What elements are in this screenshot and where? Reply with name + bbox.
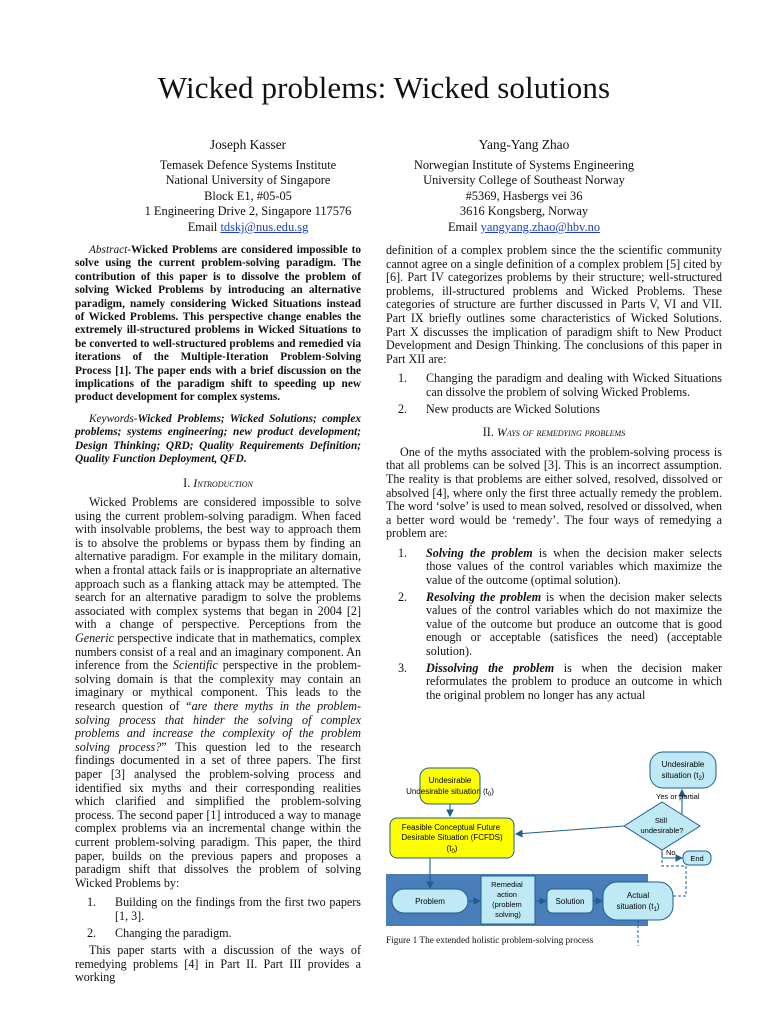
list-text: is when the decision maker selects values of the control variables which do not maximize the value of the outcome but produce an outcome that is good enough or acceptable (satisfices the need) (acceptable solution). (426, 589, 723, 659)
undesirable-situation-t0-box (420, 768, 480, 804)
text-run: ) (656, 902, 660, 911)
author-name: Yang-Yang Zhao (478, 137, 570, 152)
body-paragraph: One of the myths associated with the problem-solving process is that all problems can be solved [3]. This is an incorrect assumption. The reality is that problems are either solved, resolved, dissolved or absolved [4], where only the first three actually remedy the problem. The word ‘solve’ is used to mean solved, resolved or dissolved, when a better word would be ‘remedy’. The four ways of remedying a problem are: (386, 444, 722, 541)
keywords-text: Wicked Problems; Wicked Solutions; complex problems; systems engineering; new product development; Design Thinking; QRD; Quality Requirements Definition; Quality Function Deployment, QFD. (75, 412, 361, 466)
section-heading-remedying (386, 426, 722, 440)
text-run: ” This question led to the research findings documented in a set of three papers. The first paper [3] analysed the problem-solving process and identified six myths and their corresponding realities which clarified and simplified the problem-solving process. The second paper [1] introduced a way to manage complex problems via an incremental change within the current problem-solving paradigm. This paper, the third paper, builds on the previous papers and proposes a paradigm shift that dissolves the problem of solving Wicked Problems by: (75, 739, 361, 890)
remedial-line: solving) (495, 910, 521, 919)
abstract-text: Wicked Problems are considered impossible to solve using the current problem-solving paradigm. The contribution of this paper is to dissolve the problem of solving Wicked Problems by introducing an alternative paradigm, namely considering Wicked Situations instead of Wicked Problems. This perspective change enables the extremely ill-structured problems in Wicked Situations to be converted to well-structured problems and remedied via iterations of the Multiple-Iteration Problem-Solving Process [1]. The paper ends with a brief discussion on the implications of the paradigm shift to speeding up new product development for complex systems. (75, 244, 361, 404)
list-text: is when the decision maker reformulates the problem to produce an outcome in which the original problem no longer has any actual (426, 660, 722, 702)
list-text: New products are Wicked Solutions (426, 401, 600, 416)
research-question: are there myths in the problem-solving process that hinder the solving of complex problems and increase the complexity of the problem solving process? (75, 699, 361, 754)
arrow-decision-to-fcfds (516, 826, 624, 834)
undesirable-situation-t2-box (650, 752, 716, 788)
list-number: 3. (398, 660, 408, 675)
fcfds-line1: Feasible Conceptual Future (401, 823, 501, 832)
author-email (400, 220, 648, 236)
subscript: 0 (487, 792, 492, 798)
author-affiliation-line: National University of Singapore (165, 173, 331, 188)
text-run: (t (446, 844, 452, 853)
conclusions-list (386, 372, 722, 416)
list-text: Building on the findings from the first two papers [1, 3]. (115, 895, 361, 923)
text-run-italic: Generic (75, 631, 114, 646)
actual-situation-box (603, 882, 673, 920)
list-item (386, 372, 722, 399)
email-label: Email (447, 219, 481, 234)
body-paragraph: definition of a complex problem since the the scientific community cannot agree on a single definition of a complex problem [5] cited by [6]. Part IV categorizes problems by their structure; well-structured problems, ill-structured problems and Wicked Problems. These categories of structure are further discussed in Parts V, VI and VII. Part IX briefly outlines some characteristics of Wicked Solutions. Part X discusses the implication of paradigm shift to New Product Development and Design Thinking. The conclusions of this paper in Part XII are: (386, 243, 722, 366)
author-affiliation-line: University College of Southeast Norway (423, 173, 625, 188)
author-affiliation-line: Temasek Defence Systems Institute (159, 157, 337, 172)
svg-text:Undesirable (429, 776, 472, 785)
list-item (386, 591, 722, 659)
list-item (75, 896, 361, 923)
section-title: Introduction (193, 475, 253, 490)
list-item (386, 547, 722, 588)
remedial-line: action (496, 890, 517, 899)
email-label: Email (187, 219, 221, 234)
text-run: ) (491, 787, 494, 796)
still-line2: undesirable? (640, 826, 684, 835)
svg-text:Actual (627, 891, 649, 900)
problem-label: Problem (415, 897, 445, 906)
author-affiliation-line: #5369, Hasbergs vei 36 (465, 188, 583, 203)
subscript: 1 (653, 907, 657, 913)
text-run: perspective in the problem-solving domain is that the complexity may contain an imaginary or mythical component. This leads to the research question of “ (75, 658, 361, 713)
list-number: 1. (398, 371, 408, 386)
list-number: 1. (398, 545, 408, 560)
paper-title: Wicked problems: Wicked solutions (157, 70, 611, 105)
subscript: 2 (698, 776, 702, 782)
list-number: 2. (87, 925, 97, 940)
intro-paragraph (75, 496, 361, 890)
text-run: ) (701, 771, 705, 780)
subscript: 0 (451, 849, 455, 855)
intro-paragraph: This paper starts with a discussion of the ways of remedying problems [4] in Part II. Part III provides a working (75, 943, 361, 985)
intro-list (75, 896, 361, 940)
right-column (386, 244, 722, 706)
author-affiliation-line: Block E1, #05-05 (204, 188, 292, 203)
text-run: Undesirable situation (t (406, 787, 488, 796)
text-run: perspective indicate that in mathematics, complex numbers consist of a real and an imaginary component. An inference from the (75, 631, 361, 673)
still-line1: Still (654, 816, 667, 825)
list-term: Solving the problem (426, 545, 533, 560)
remedy-list (386, 547, 722, 703)
text-run: Wicked Problems are considered impossible to solve using the current problem-solving paradigm. When faced with insolvable problems, the best way to approach them is to absolve the problems or bypass them by finding an alternative paradigm. For example in the military domain, when a frontal attack fails or is inappropriate an alternative approach such as a flanking attack may be attempted. The search for an alternative paradigm to solve the problems associated with complex systems that began in 2004 [2] with a change of perspective. Perceptions from the (75, 495, 361, 632)
actual-line1: Actual (626, 891, 650, 900)
text-run-italic: Scientific (172, 658, 218, 673)
abstract-lead: Abstract- (89, 244, 132, 256)
email-link[interactable]: yangyang.zhao@hbv.no (480, 219, 601, 234)
author-affiliation-line: 1 Engineering Drive 2, Singapore 117576 (144, 204, 352, 219)
list-text: Changing the paradigm and dealing with Wicked Situations can dissolve the problem of solving Wicked Problems. (426, 371, 722, 399)
author-affiliation-line: Norwegian Institute of Systems Engineering (413, 157, 635, 172)
svg-text:Undesirable (662, 760, 705, 769)
section-number: II. (482, 425, 497, 440)
section-title: Ways of remedying problems (496, 425, 626, 440)
author-affiliation-line: 3616 Kongsberg, Norway (459, 204, 589, 219)
figure-problem-solving-process (386, 746, 722, 952)
list-item (386, 403, 722, 417)
fcfds-line2: Desirable Situation (FCFDS) (401, 833, 503, 842)
left-column (75, 244, 361, 991)
list-term: Dissolving the problem (426, 660, 555, 675)
author-name: Joseph Kasser (209, 137, 287, 152)
text-run: ) (454, 844, 458, 853)
no-label: No (666, 848, 676, 857)
svg-text:Remedial action (p (491, 880, 525, 919)
author-block-1 (128, 137, 368, 236)
text-run: situation (t (616, 902, 654, 911)
yes-partial-label: Yes or partial (656, 792, 700, 801)
abstract (75, 244, 361, 405)
section-number: I. (183, 475, 194, 490)
list-number: 2. (398, 589, 408, 604)
solution-label: Solution (555, 897, 585, 906)
list-item (386, 662, 722, 703)
svg-text:Feasible Conceptual Future (401, 823, 503, 842)
list-text: is when the decision maker selects those values of the control variables which maximize the value of the outcome (optimal solution). (426, 545, 722, 588)
figure-caption: Figure 1 The extended holistic problem-solving process (386, 936, 594, 946)
end-label: End (690, 854, 704, 863)
email-link[interactable]: tdskj@nus.edu.sg (220, 219, 309, 234)
remedial-line: Remedial (491, 880, 523, 889)
list-number: 2. (398, 401, 408, 416)
list-number: 1. (87, 895, 97, 910)
remedial-line: (problem (492, 900, 522, 909)
keywords-lead: Keywords- (89, 412, 138, 425)
author-block-2 (400, 137, 648, 236)
keywords (75, 413, 361, 467)
list-term: Resolving the problem (426, 589, 542, 604)
list-text: Changing the paradigm. (115, 925, 232, 940)
list-item (75, 927, 361, 941)
undesirable-t2-line1: Undesirable (661, 760, 705, 769)
author-email (128, 220, 368, 236)
undesirable-t0-line1: Undesirable (428, 776, 472, 785)
section-heading-introduction (75, 477, 361, 491)
text-run: situation (t (661, 771, 699, 780)
